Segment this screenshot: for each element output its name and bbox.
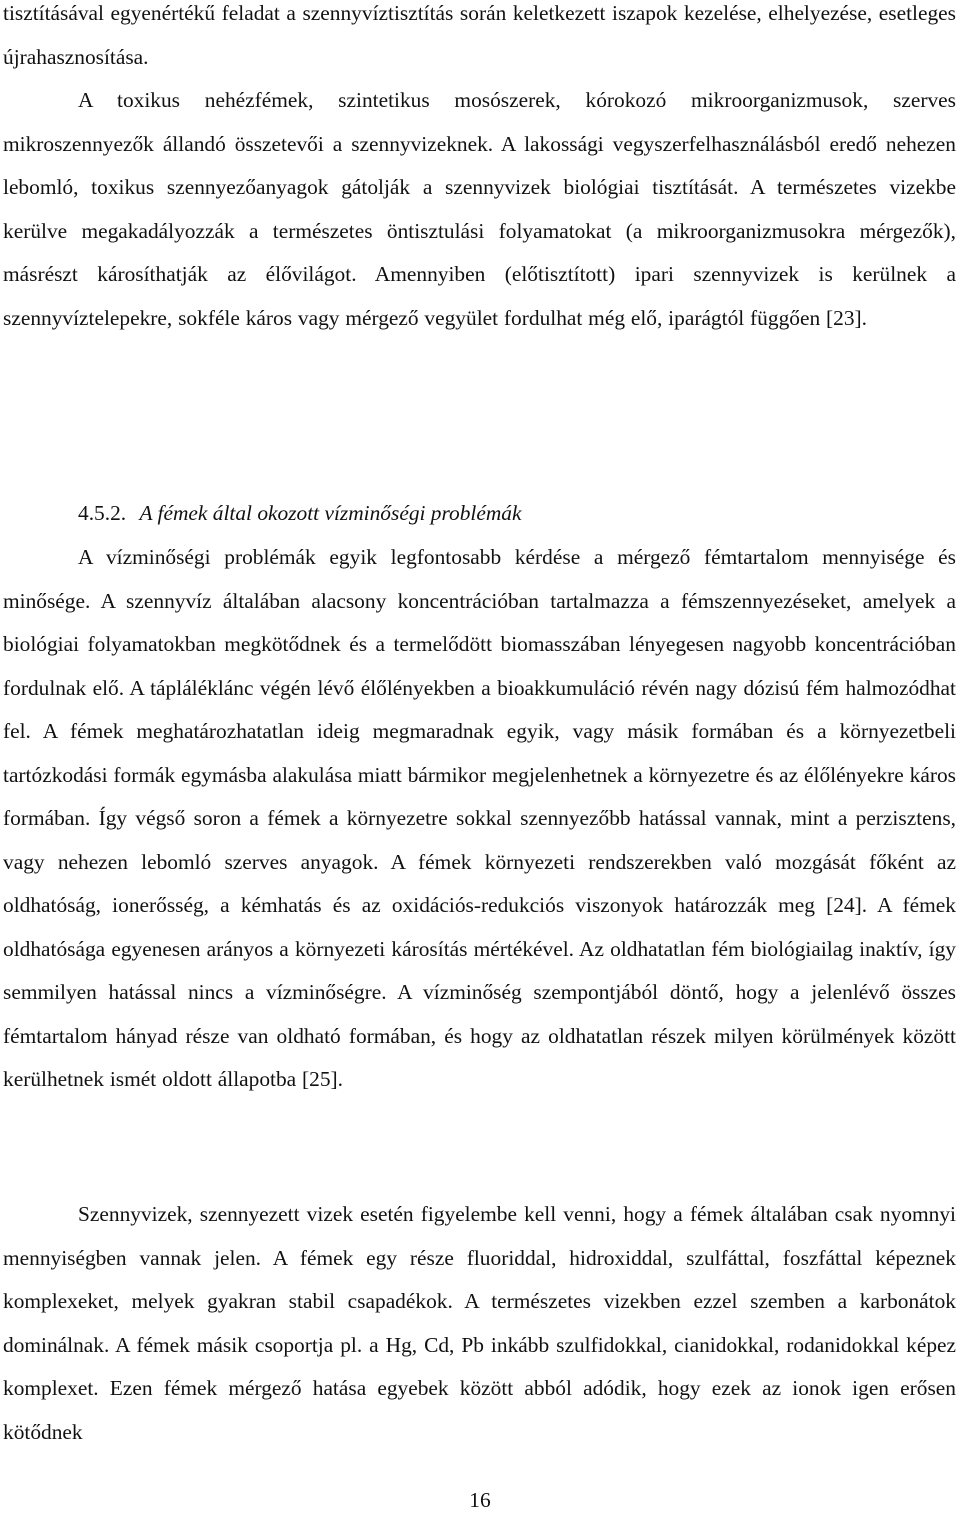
section-number: 4.5.2.	[78, 501, 127, 525]
paragraph-metal-water-quality: A vízminőségi problémák egyik legfontosabb kérdése a mérgező fémtartalom mennyisége és minősége. A szennyvíz általában alacsony koncentrációban tartalmazza a fémszennyezéseket, amelyek a biológiai folyamatokban megkötődnek és a termelődött biomasszában lényegesen nagyobb koncentrációban fordulnak elő. A tápláléklánc végén lévő élőlényekben a bioakkumuláció révén nagy dózisú fém halmozódhat fel. A fémek meghatározhatatlan ideig megmaradnak egyik, vagy másik formában és a környezetbeli tartózkodási formák egymásba alakulása miatt bármikor megjelenhetnek a környezetre és az élőlényekre káros formában. Így végső soron a fémek a környezetre sokkal szennyezőbb hatással vannak, mint a perzisztens, vagy nehezen lebomló szerves anyagok. A fémek környezeti rendszerekben való mozgását főként az oldhatóság, ionerősség, a kémhatás és az oxidációs-redukciós viszonyok határozzák meg [24]. A fémek oldhatósága egyenesen arányos a környezeti károsítás mértékével. Az oldhatatlan fém biológiailag inaktív, így semmilyen hatással nincs a vízminőségre. A vízminőség szempontjából döntő, hogy a jelenlévő összes fémtartalom hányad része van oldható formában, és hogy az oldhatatlan részek milyen körülmények között kerülhetnek ismét oldott állapotba [25].	[3, 545, 956, 1091]
paragraph-toxic-pollutants: A toxikus nehézfémek, szintetikus mosószerek, kórokozó mikroorganizmusok, szerves mikroszennyezők állandó összetevői a szennyvizeknek. A lakossági vegyszerfelhasználásból eredő nehezen lebomló, toxikus szennyezőanyagok gátolják a szennyvizek biológiai tisztítását. A természetes vizekbe kerülve megakadályozzák a természetes öntisztulási folyamatokat (a mikroorganizmusokra mérgezők), másrészt károsíthatják az élővilágot. Amennyiben (előtisztított) ipari szennyvizek is kerülnek a szennyvíztelepekre, sokféle káros vagy mérgező vegyület fordulhat még elő, iparágtól függően [23].	[3, 88, 956, 330]
paragraph-metal-complexes: Szennyvizek, szennyezett vizek esetén figyelembe kell venni, hogy a fémek általában csak nyomnyi mennyiségben vannak jelen. A fémek egy része fluoriddal, hidroxiddal, szulfáttal, foszfáttal képeznek komplexeket, melyek gyakran stabil csapadékok. A természetes vizekben ezzel szemben a karbonátok dominálnak. A fémek másik csoportja pl. a Hg, Cd, Pb inkább szulfidokkal, cianidokkal, rodanidokkal képez komplexet. Ezen fémek mérgező hatása egyebek között abból adódik, hogy ezek az ionok igen erősen kötődnek	[3, 1202, 956, 1444]
paragraph-continuation: tisztításával egyenértékű feladat a szennyvíztisztítás során keletkezett iszapok kezelése, elhelyezése, esetleges újrahasznosítása.	[3, 1, 956, 69]
section-title: A fémek által okozott vízminőségi problémák	[139, 501, 522, 525]
page-number: 16	[469, 1488, 491, 1512]
section-heading	[78, 492, 522, 536]
